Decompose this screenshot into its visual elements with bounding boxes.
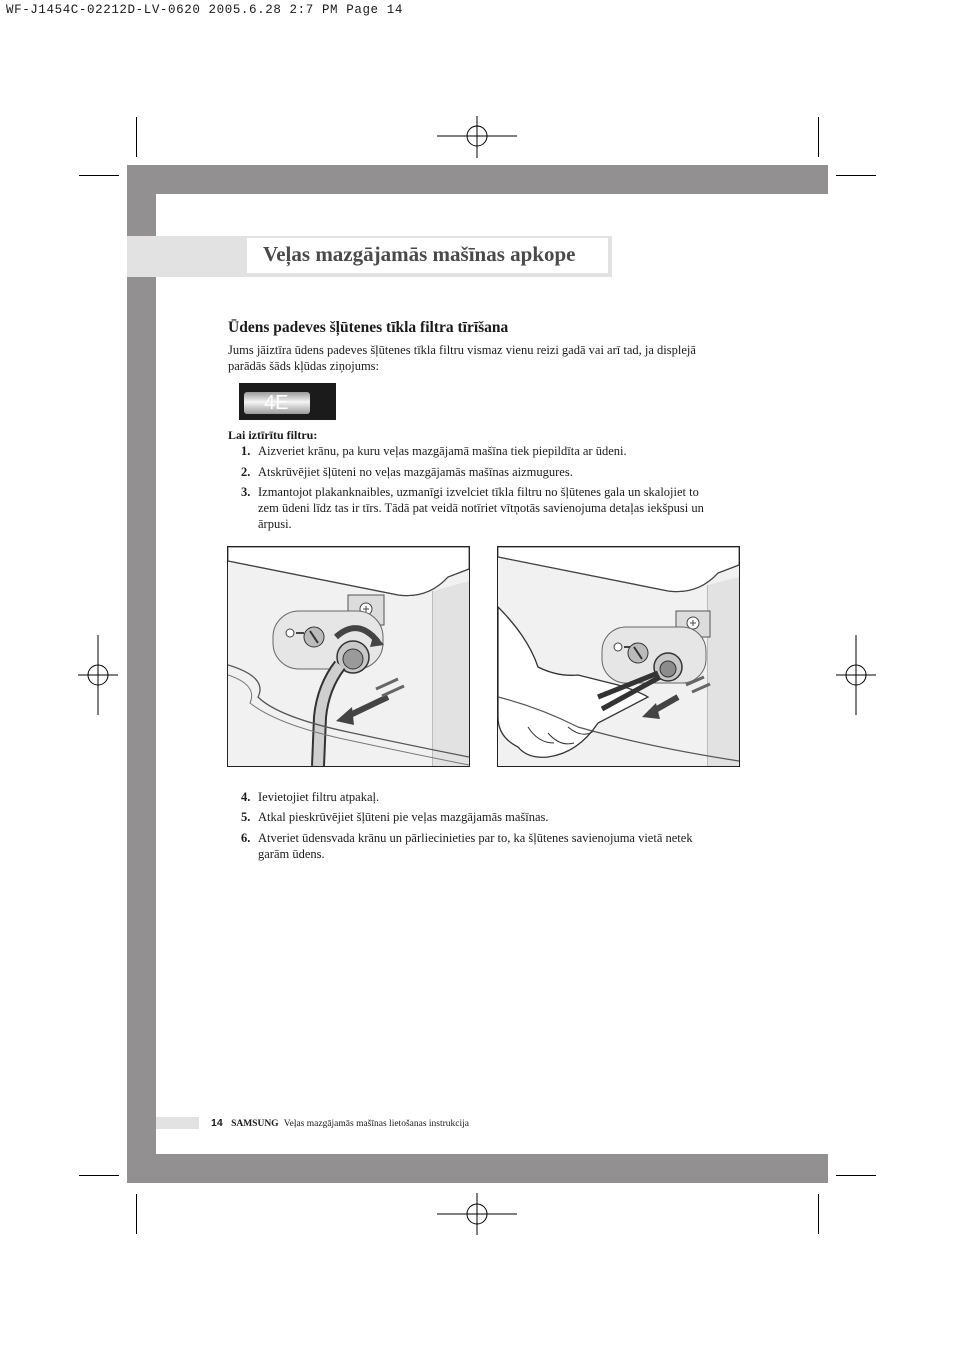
step-number: 4.: [241, 790, 251, 804]
error-display: [239, 383, 336, 420]
step-number: 5.: [241, 810, 251, 824]
footer: [211, 1117, 469, 1129]
step-number: 2.: [241, 465, 251, 479]
page-number: 14: [211, 1117, 223, 1129]
step-text: Atkal pieskrūvējiet šļūteni pie veļas mazgājamās mašīnas.: [258, 810, 549, 824]
illustration-unscrew-hose: [227, 546, 470, 767]
registration-mark-left: [78, 635, 118, 715]
illustration-remove-filter: [497, 546, 740, 767]
registration-mark-right: [836, 635, 876, 715]
registration-mark-bottom: [437, 1193, 517, 1235]
step-text: Atveriet ūdensvada krānu un pārliecinieties par to, ka šļūtenes savienojuma vietā netek garām ūdens.: [258, 831, 693, 861]
error-code: 4E: [244, 392, 310, 414]
brand-name: SAMSUNG: [231, 1119, 279, 1129]
list-item: [228, 809, 728, 825]
step-text: Atskrūvējiet šļūteni no veļas mazgājamās mašīnas aizmugures.: [258, 465, 573, 479]
step-text: Ievietojiet filtru atpakaļ.: [258, 790, 380, 804]
print-slug: WF-J1454C-02212D-LV-0620 2005.6.28 2:7 PM Page 14: [6, 3, 403, 17]
frame-bottom-band: [127, 1154, 828, 1183]
step-number: 1.: [241, 444, 251, 458]
step-text: Aizveriet krānu, pa kuru veļas mazgājamā mašīna tiek piepildīta ar ūdeni.: [258, 444, 627, 458]
list-item: [228, 464, 728, 480]
frame-top-band: [127, 165, 828, 194]
step-number: 6.: [241, 831, 251, 845]
page-title: Veļas mazgājamās mašīnas apkope: [247, 238, 608, 273]
step-text: Izmantojot plakanknaibles, uzmanīgi izvelciet tīkla filtru no šļūtenes gala un skalojiet to zem ūdeni līdz tas ir tīrs. Tādā pat veidā notīriet vītņotās savienojuma detaļas iekšpusi un ārpusi.: [258, 485, 704, 531]
frame-left-band: [127, 194, 156, 1183]
intro-paragraph: Jums jāiztīra ūdens padeves šļūtenes tīkla filtru vismaz vienu reizi gadā vai arī tad, ja displejā parādās šāds kļūdas ziņojums:: [228, 343, 696, 373]
list-item: [228, 789, 728, 805]
footer-tab: [156, 1117, 199, 1129]
step-number: 3.: [241, 485, 251, 499]
section-heading: Ūdens padeves šļūtenes tīkla filtra tīrīšana: [228, 319, 509, 336]
steps-heading: Lai iztīrītu filtru:: [228, 428, 318, 442]
list-item: [228, 484, 728, 532]
registration-mark-top: [437, 116, 517, 158]
list-item: [228, 443, 728, 459]
list-item: [228, 830, 728, 862]
footer-caption: Veļas mazgājamās mašīnas lietošanas instrukcija: [283, 1119, 469, 1129]
